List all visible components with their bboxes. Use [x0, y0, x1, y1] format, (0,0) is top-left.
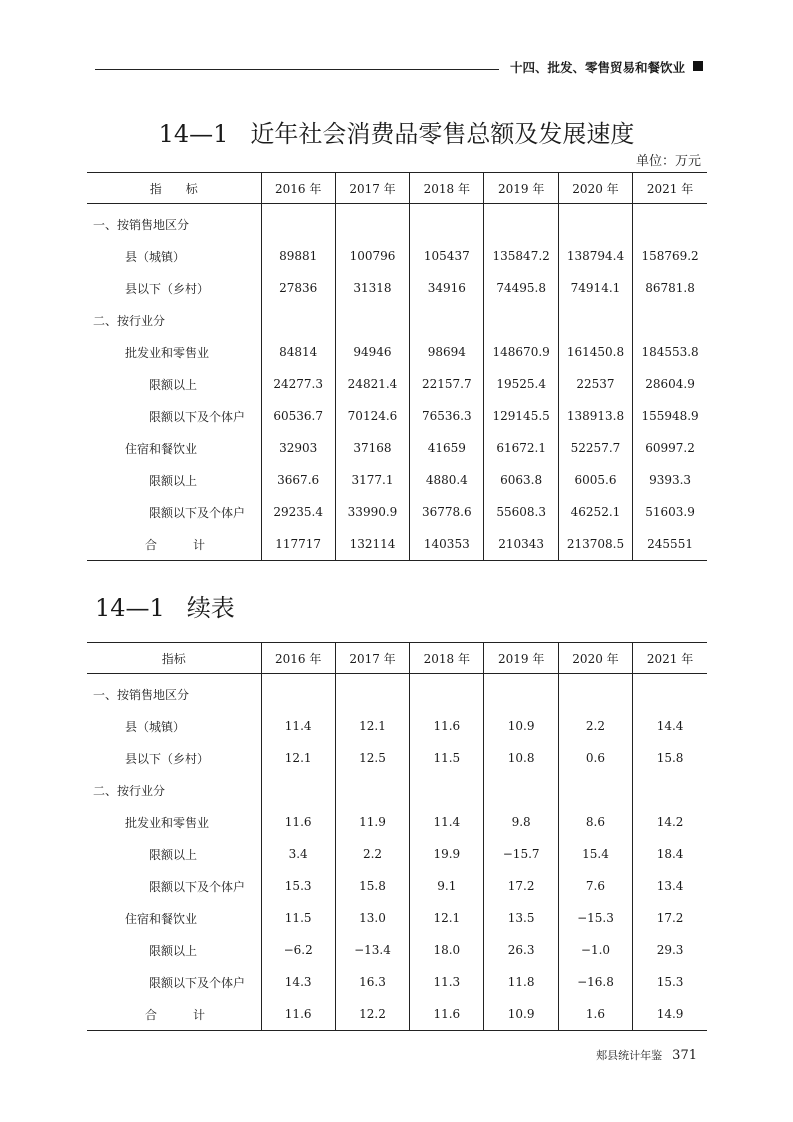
data-cell	[484, 674, 558, 711]
data-cell: 24821.4	[335, 368, 409, 400]
data-cell: 10.8	[484, 742, 558, 774]
row-label: 合 计	[87, 998, 261, 1031]
square-icon	[693, 61, 703, 71]
data-cell: 8.6	[558, 806, 632, 838]
data-cell: 12.1	[410, 902, 484, 934]
data-cell: 51603.9	[633, 496, 707, 528]
data-cell: 15.8	[633, 742, 707, 774]
data-cell: 60997.2	[633, 432, 707, 464]
data-cell: 74495.8	[484, 272, 558, 304]
data-cell: 86781.8	[633, 272, 707, 304]
column-header-year: 2019 年	[484, 173, 558, 204]
data-cell: 12.5	[335, 742, 409, 774]
data-cell: 14.3	[261, 966, 335, 998]
data-cell: 15.8	[335, 870, 409, 902]
data-cell: 9.1	[410, 870, 484, 902]
data-cell: 41659	[410, 432, 484, 464]
data-cell	[558, 674, 632, 711]
data-cell	[484, 774, 558, 806]
data-cell: 138913.8	[558, 400, 632, 432]
table-row	[87, 806, 707, 838]
data-cell: 140353	[410, 528, 484, 561]
data-cell: 32903	[261, 432, 335, 464]
data-cell: 10.9	[484, 998, 558, 1031]
table-row	[87, 870, 707, 902]
data-cell: 9.8	[484, 806, 558, 838]
table-row	[87, 272, 707, 304]
data-cell: 117717	[261, 528, 335, 561]
row-label: 住宿和餐饮业	[125, 911, 198, 926]
data-cell: 94946	[335, 336, 409, 368]
data-cell: 132114	[335, 528, 409, 561]
data-cell: 158769.2	[633, 240, 707, 272]
data-cell	[558, 304, 632, 336]
row-label: 限额以上	[149, 943, 198, 958]
row-label: 限额以下及个体户	[149, 505, 246, 520]
data-cell: 15.3	[261, 870, 335, 902]
table-row	[87, 742, 707, 774]
table-row	[87, 432, 707, 464]
data-cell: 14.2	[633, 806, 707, 838]
data-cell: 29235.4	[261, 496, 335, 528]
row-label: 二、按行业分	[93, 313, 166, 328]
table-row	[87, 464, 707, 496]
table-row	[87, 710, 707, 742]
table-row	[87, 336, 707, 368]
data-cell: 11.4	[261, 710, 335, 742]
data-cell: 11.4	[410, 806, 484, 838]
data-cell: 135847.2	[484, 240, 558, 272]
table-row	[87, 528, 707, 561]
row-label: 限额以下及个体户	[149, 975, 246, 990]
data-cell: 76536.3	[410, 400, 484, 432]
column-header-year: 2016 年	[261, 643, 335, 674]
data-cell	[558, 774, 632, 806]
column-header-year: 2019 年	[484, 643, 558, 674]
data-cell	[633, 774, 707, 806]
column-header-year: 2020 年	[558, 643, 632, 674]
data-cell: 184553.8	[633, 336, 707, 368]
column-header-year: 2018 年	[410, 173, 484, 204]
data-cell	[261, 204, 335, 241]
data-cell	[558, 204, 632, 241]
data-cell: 11.5	[261, 902, 335, 934]
data-cell: 100796	[335, 240, 409, 272]
table-row	[87, 838, 707, 870]
data-cell	[484, 204, 558, 241]
table-row	[87, 966, 707, 998]
data-cell	[335, 304, 409, 336]
data-cell: 245551	[633, 528, 707, 561]
row-label: 县以下（乡村）	[125, 281, 210, 296]
data-cell: 11.6	[410, 710, 484, 742]
data-cell: 37168	[335, 432, 409, 464]
page-number: 371	[672, 1048, 697, 1063]
running-header	[95, 56, 707, 76]
row-label: 批发业和零售业	[125, 345, 210, 360]
column-header-year: 2020 年	[558, 173, 632, 204]
data-cell: 11.9	[335, 806, 409, 838]
data-cell: 13.5	[484, 902, 558, 934]
data-cell: 18.0	[410, 934, 484, 966]
data-cell: 11.8	[484, 966, 558, 998]
data-cell: −13.4	[335, 934, 409, 966]
data-cell: 12.1	[335, 710, 409, 742]
row-label: 二、按行业分	[93, 783, 166, 798]
data-cell: −15.3	[558, 902, 632, 934]
row-label: 住宿和餐饮业	[125, 441, 198, 456]
data-cell: 7.6	[558, 870, 632, 902]
table-row	[87, 674, 707, 711]
row-label: 限额以上	[149, 473, 198, 488]
row-label: 县以下（乡村）	[125, 751, 210, 766]
row-label: 一、按销售地区分	[93, 687, 190, 702]
data-cell: −1.0	[558, 934, 632, 966]
table2-number: 14—1	[95, 594, 165, 622]
data-cell: 84814	[261, 336, 335, 368]
table-row	[87, 240, 707, 272]
data-cell: 22537	[558, 368, 632, 400]
column-header-year: 2018 年	[410, 643, 484, 674]
data-cell: 11.6	[410, 998, 484, 1031]
data-cell	[484, 304, 558, 336]
data-cell: 70124.6	[335, 400, 409, 432]
data-cell: 46252.1	[558, 496, 632, 528]
table1-title	[0, 114, 793, 149]
section-title: 十四、批发、零售贸易和餐饮业	[509, 60, 685, 75]
data-cell: 161450.8	[558, 336, 632, 368]
table-row	[87, 400, 707, 432]
data-cell: 36778.6	[410, 496, 484, 528]
data-cell: 10.9	[484, 710, 558, 742]
row-label: 限额以下及个体户	[149, 879, 246, 894]
data-cell: 27836	[261, 272, 335, 304]
table-row	[87, 998, 707, 1031]
data-cell: 17.2	[484, 870, 558, 902]
table2-title-text: 续表	[186, 594, 235, 622]
table-row	[87, 304, 707, 336]
data-cell: 12.2	[335, 998, 409, 1031]
data-cell: 0.6	[558, 742, 632, 774]
data-cell: 13.0	[335, 902, 409, 934]
data-cell: 55608.3	[484, 496, 558, 528]
data-cell: 105437	[410, 240, 484, 272]
data-cell: 12.1	[261, 742, 335, 774]
data-cell: 6063.8	[484, 464, 558, 496]
row-label: 限额以上	[149, 847, 198, 862]
data-cell: 213708.5	[558, 528, 632, 561]
data-cell: 22157.7	[410, 368, 484, 400]
data-cell: 6005.6	[558, 464, 632, 496]
column-header-indicator: 指 标	[87, 173, 261, 204]
data-cell: 3177.1	[335, 464, 409, 496]
table-row	[87, 204, 707, 241]
data-cell: 15.3	[633, 966, 707, 998]
data-cell	[633, 304, 707, 336]
data-cell: 4880.4	[410, 464, 484, 496]
column-header-indicator: 指标	[87, 643, 261, 674]
data-cell: 89881	[261, 240, 335, 272]
row-label: 合 计	[87, 528, 261, 561]
data-cell: −15.7	[484, 838, 558, 870]
row-label: 一、按销售地区分	[93, 217, 190, 232]
header-rule	[95, 69, 499, 70]
table-row	[87, 934, 707, 966]
data-cell: 98694	[410, 336, 484, 368]
data-cell: 11.6	[261, 806, 335, 838]
page-footer	[596, 1044, 697, 1063]
data-cell	[410, 304, 484, 336]
data-cell: 28604.9	[633, 368, 707, 400]
data-cell: 17.2	[633, 902, 707, 934]
data-cell: 1.6	[558, 998, 632, 1031]
data-cell: 129145.5	[484, 400, 558, 432]
data-cell: 3667.6	[261, 464, 335, 496]
data-cell: 61672.1	[484, 432, 558, 464]
data-cell: 33990.9	[335, 496, 409, 528]
data-cell: 11.5	[410, 742, 484, 774]
table2-title	[95, 588, 235, 623]
row-label: 县（城镇）	[125, 719, 186, 734]
data-cell: 34916	[410, 272, 484, 304]
row-label: 批发业和零售业	[125, 815, 210, 830]
data-cell: 14.4	[633, 710, 707, 742]
data-cell: 210343	[484, 528, 558, 561]
data-cell: 31318	[335, 272, 409, 304]
table-row	[87, 774, 707, 806]
data-cell: 13.4	[633, 870, 707, 902]
data-cell: 11.6	[261, 998, 335, 1031]
table-row	[87, 368, 707, 400]
data-cell: 155948.9	[633, 400, 707, 432]
data-cell	[410, 774, 484, 806]
row-label: 县（城镇）	[125, 249, 186, 264]
data-cell	[261, 304, 335, 336]
column-header-year: 2021 年	[633, 173, 707, 204]
table1-unit: 单位：万元	[635, 154, 701, 169]
data-cell: 11.3	[410, 966, 484, 998]
data-cell: 9393.3	[633, 464, 707, 496]
data-cell: 29.3	[633, 934, 707, 966]
table1-title-text: 近年社会消费品零售总额及发展速度	[250, 120, 635, 148]
data-cell: −6.2	[261, 934, 335, 966]
data-cell: 3.4	[261, 838, 335, 870]
table2	[87, 642, 707, 1031]
data-cell: 74914.1	[558, 272, 632, 304]
data-cell	[261, 674, 335, 711]
data-cell: 52257.7	[558, 432, 632, 464]
data-cell	[261, 774, 335, 806]
table-row	[87, 496, 707, 528]
data-cell	[335, 204, 409, 241]
data-cell: 2.2	[558, 710, 632, 742]
table2-header-row	[87, 643, 707, 674]
data-cell	[633, 204, 707, 241]
data-cell: 19525.4	[484, 368, 558, 400]
data-cell: −16.8	[558, 966, 632, 998]
data-cell: 26.3	[484, 934, 558, 966]
data-cell	[633, 674, 707, 711]
table1	[87, 172, 707, 561]
data-cell: 148670.9	[484, 336, 558, 368]
data-cell: 19.9	[410, 838, 484, 870]
column-header-year: 2017 年	[335, 643, 409, 674]
data-cell	[335, 774, 409, 806]
data-cell: 138794.4	[558, 240, 632, 272]
data-cell	[335, 674, 409, 711]
data-cell	[410, 204, 484, 241]
row-label: 限额以下及个体户	[149, 409, 246, 424]
data-cell: 15.4	[558, 838, 632, 870]
data-cell	[410, 674, 484, 711]
data-cell: 24277.3	[261, 368, 335, 400]
table1-number: 14—1	[158, 120, 229, 148]
data-cell: 60536.7	[261, 400, 335, 432]
data-cell: 2.2	[335, 838, 409, 870]
data-cell: 16.3	[335, 966, 409, 998]
column-header-year: 2016 年	[261, 173, 335, 204]
table1-header-row	[87, 173, 707, 204]
column-header-year: 2017 年	[335, 173, 409, 204]
yearbook-name: 郏县统计年鉴	[596, 1049, 663, 1062]
data-cell: 18.4	[633, 838, 707, 870]
column-header-year: 2021 年	[633, 643, 707, 674]
row-label: 限额以上	[149, 377, 198, 392]
data-cell: 14.9	[633, 998, 707, 1031]
table-row	[87, 902, 707, 934]
